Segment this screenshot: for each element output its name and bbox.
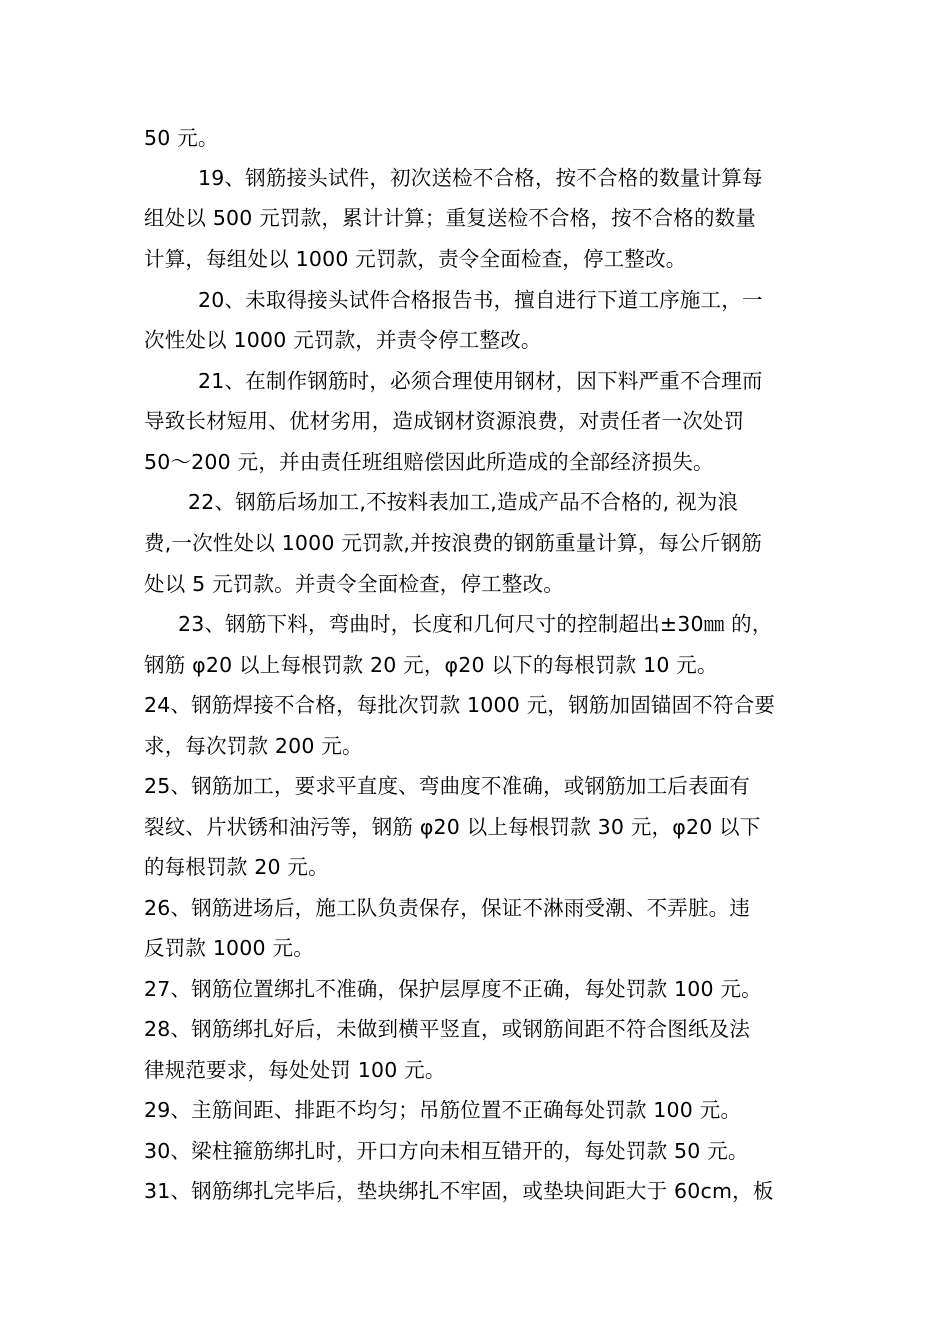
text-line: 21、在制作钢筋时，必须合理使用钢材，因下料严重不合理而 xyxy=(198,369,763,393)
text-line: 50 元。 xyxy=(144,126,219,150)
text-line: 处以 5 元罚款。并责令全面检查，停工整改。 xyxy=(144,572,564,596)
text-line: 组处以 500 元罚款，累计计算；重复送检不合格，按不合格的数量 xyxy=(144,206,757,230)
text-line: 钢筋 φ20 以上每根罚款 20 元，φ20 以下的每根罚款 10 元。 xyxy=(144,653,718,677)
text-line: 31、钢筋绑扎完毕后，垫块绑扎不牢固，或垫块间距大于 60cm，板 xyxy=(144,1179,774,1203)
text-line: 裂纹、片状锈和油污等，钢筋 φ20 以上每根罚款 30 元，φ20 以下 xyxy=(144,815,761,839)
text-line: 的每根罚款 20 元。 xyxy=(144,855,329,879)
text-line: 费,一次性处以 1000 元罚款,并按浪费的钢筋重量计算，每公斤钢筋 xyxy=(144,531,763,555)
text-line: 24、钢筋焊接不合格，每批次罚款 1000 元，钢筋加固锚固不符合要 xyxy=(144,693,776,717)
text-line: 23、钢筋下料，弯曲时，长度和几何尺寸的控制超出±30㎜ 的， xyxy=(178,612,773,636)
text-line: 导致长材短用、优材劣用，造成钢材资源浪费，对责任者一次处罚 xyxy=(144,409,745,433)
text-line: 19、钢筋接头试件，初次送检不合格，按不合格的数量计算每 xyxy=(198,166,763,190)
text-line: 29、主筋间距、排距不均匀；吊筋位置不正确每处罚款 100 元。 xyxy=(144,1098,742,1122)
text-line: 计算，每组处以 1000 元罚款，责令全面检查，停工整改。 xyxy=(144,247,687,271)
text-line: 30、梁柱箍筋绑扎时，开口方向未相互错开的，每处罚款 50 元。 xyxy=(144,1139,749,1163)
text-line: 反罚款 1000 元。 xyxy=(144,936,314,960)
text-line: 22、钢筋后场加工,不按料表加工,造成产品不合格的, 视为浪 xyxy=(188,490,739,514)
text-line: 25、钢筋加工，要求平直度、弯曲度不准确，或钢筋加工后表面有 xyxy=(144,774,751,798)
text-line: 律规范要求，每处处罚 100 元。 xyxy=(144,1058,446,1082)
text-line: 27、钢筋位置绑扎不准确，保护层厚度不正确，每处罚款 100 元。 xyxy=(144,977,762,1001)
text-line: 28、钢筋绑扎好后，未做到横平竖直，或钢筋间距不符合图纸及法 xyxy=(144,1017,751,1041)
text-line: 次性处以 1000 元罚款，并责令停工整改。 xyxy=(144,328,542,352)
text-line: 20、未取得接头试件合格报告书，擅自进行下道工序施工，一 xyxy=(198,288,763,312)
text-line: 26、钢筋进场后，施工队负责保存，保证不淋雨受潮、不弄脏。违 xyxy=(144,896,751,920)
text-line: 求，每次罚款 200 元。 xyxy=(144,734,363,758)
text-line: 50～200 元，并由责任班组赔偿因此所造成的全部经济损失。 xyxy=(144,450,714,474)
